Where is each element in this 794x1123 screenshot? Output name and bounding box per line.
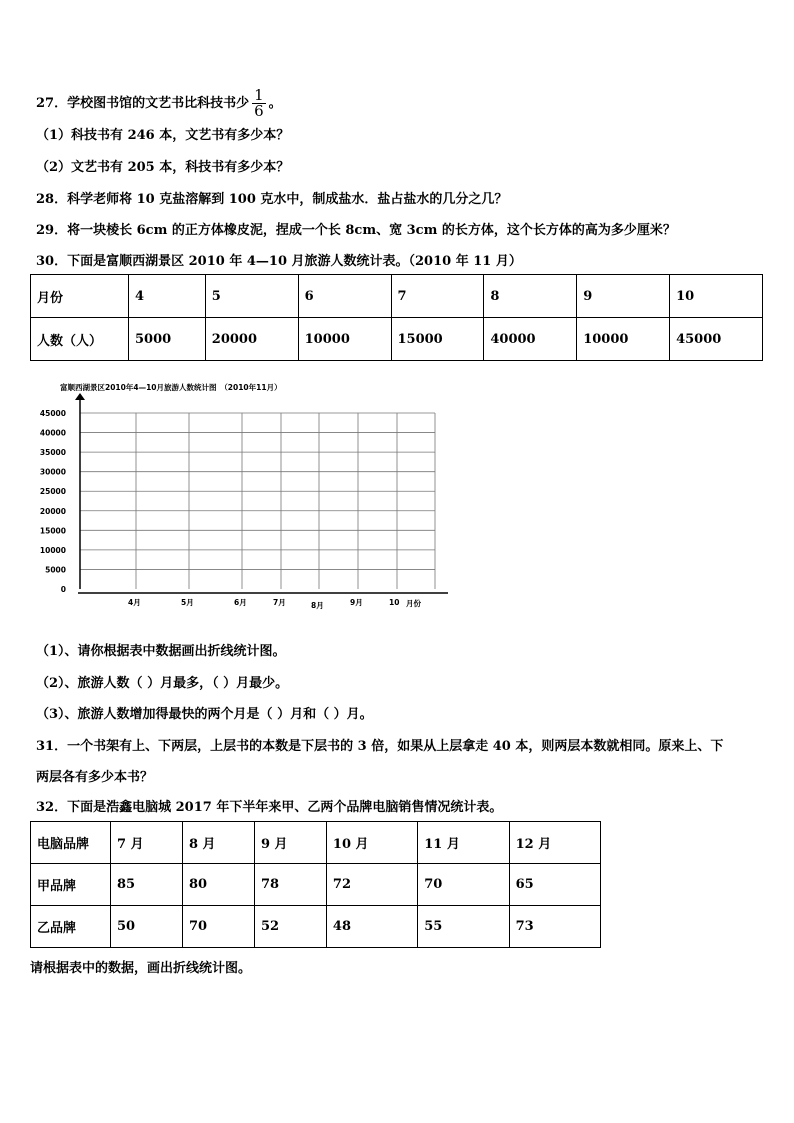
q30-sub2: （2）、旅游人数（ ）月最多，（ ）月最少。 bbox=[36, 676, 289, 691]
chart-title: 富顺西湖景区2010年4—10月旅游人数统计图 （2010年11月） bbox=[60, 383, 282, 392]
x-tick-label: 6月 bbox=[234, 598, 247, 607]
table-cell: 11 月 bbox=[418, 822, 509, 864]
y-tick-labels bbox=[40, 409, 66, 594]
q27-sub1: （1）科技书有 246 本，文艺书有多少本？ bbox=[36, 128, 290, 143]
fraction-denominator: 6 bbox=[254, 102, 264, 120]
table-cell: 73 bbox=[509, 906, 600, 948]
x-tick-label: 10 bbox=[389, 598, 400, 607]
table-cell: 8 月 bbox=[182, 822, 254, 864]
table-row bbox=[31, 318, 763, 361]
table-cell: 52 bbox=[254, 906, 326, 948]
question-28: 28．科学老师将 10 克盐溶解到 100 克水中，制成盐水．盐占盐水的几分之几？ bbox=[36, 192, 508, 207]
x-tick-label: 8月 bbox=[311, 601, 324, 610]
q30-sub1: （1）、请你根据表中数据画出折线统计图。 bbox=[36, 644, 286, 659]
table-cell: 8 bbox=[484, 275, 577, 318]
y-tick-label: 25000 bbox=[39, 487, 66, 497]
q32-note: 请根据表中的数据，画出折线统计图。 bbox=[30, 961, 252, 976]
q27-text: 27．学校图书馆的文艺书比科技书少 bbox=[36, 96, 250, 111]
table-cell: 乙品牌 bbox=[31, 906, 111, 948]
y-tick-label: 5000 bbox=[45, 565, 66, 575]
table-cell: 甲品牌 bbox=[31, 864, 111, 906]
blank-line-chart-grid bbox=[30, 375, 450, 615]
table-cell: 9 月 bbox=[254, 822, 326, 864]
table-row bbox=[31, 864, 601, 906]
table-cell: 6 bbox=[298, 275, 391, 318]
table-cell: 50 bbox=[111, 906, 183, 948]
table-cell: 40000 bbox=[484, 318, 577, 361]
table-cell: 10000 bbox=[298, 318, 391, 361]
table-cell: 7 bbox=[391, 275, 484, 318]
y-tick-label: 30000 bbox=[39, 467, 66, 477]
computer-sales-table bbox=[30, 821, 601, 948]
q30-sub3: （3）、旅游人数增加得最快的两个月是（ ）月和（ ）月。 bbox=[36, 707, 373, 722]
y-tick-label: 15000 bbox=[39, 526, 66, 536]
table-cell: 10 bbox=[670, 275, 763, 318]
table-cell: 9 bbox=[577, 275, 670, 318]
question-29: 29．将一块棱长 6cm 的正方体橡皮泥，捏成一个长 8cm、宽 3cm 的长方体，这个长方体的高为多少厘米？ bbox=[36, 223, 676, 238]
table-cell: 电脑品牌 bbox=[31, 822, 111, 864]
table-cell: 4 bbox=[129, 275, 206, 318]
table-cell: 65 bbox=[509, 864, 600, 906]
q27-end: 。 bbox=[268, 96, 282, 111]
table-cell: 80 bbox=[182, 864, 254, 906]
fraction-numerator: 1 bbox=[254, 86, 264, 104]
table-cell: 20000 bbox=[205, 318, 298, 361]
table-cell: 45000 bbox=[670, 318, 763, 361]
question-27 bbox=[36, 88, 282, 119]
y-tick-label: 45000 bbox=[39, 409, 66, 418]
y-tick-label: 0 bbox=[60, 585, 66, 594]
y-tick-label: 40000 bbox=[39, 428, 66, 438]
table-row bbox=[31, 275, 763, 318]
chart-grid bbox=[75, 393, 448, 593]
table-cell: 70 bbox=[182, 906, 254, 948]
table-cell: 48 bbox=[326, 906, 417, 948]
table-cell: 55 bbox=[418, 906, 509, 948]
table-cell: 7 月 bbox=[111, 822, 183, 864]
table-cell: 5 bbox=[205, 275, 298, 318]
x-axis-label: 月份 bbox=[406, 599, 421, 608]
table-cell: 12 月 bbox=[509, 822, 600, 864]
x-tick-label: 4月 bbox=[128, 598, 141, 607]
q27-sub2: （2）文艺书有 205 本，科技书有多少本？ bbox=[36, 160, 290, 175]
table-cell: 72 bbox=[326, 864, 417, 906]
question-31-cont: 两层各有多少本书？ bbox=[36, 770, 154, 785]
table-cell: 5000 bbox=[129, 318, 206, 361]
question-32: 32．下面是浩鑫电脑城 2017 年下半年来甲、乙两个品牌电脑销售情况统计表。 bbox=[36, 800, 503, 815]
y-tick-label: 35000 bbox=[39, 448, 66, 458]
fraction bbox=[252, 88, 266, 119]
table-row bbox=[31, 822, 601, 864]
x-tick-label: 9月 bbox=[350, 598, 363, 607]
table-cell: 10000 bbox=[577, 318, 670, 361]
x-tick-label: 7月 bbox=[273, 598, 286, 607]
x-tick-label: 5月 bbox=[181, 598, 194, 607]
table-cell: 70 bbox=[418, 864, 509, 906]
table-cell: 15000 bbox=[391, 318, 484, 361]
question-30: 30．下面是富顺西湖景区 2010 年 4—10 月旅游人数统计表。（2010 年 11 月） bbox=[36, 254, 522, 269]
table-cell: 人数（人） bbox=[31, 318, 129, 361]
x-tick-labels bbox=[128, 598, 399, 610]
table-cell: 78 bbox=[254, 864, 326, 906]
table-cell: 月份 bbox=[31, 275, 129, 318]
tourism-table bbox=[30, 274, 763, 361]
y-axis-arrow bbox=[75, 393, 85, 400]
question-31: 31．一个书架有上、下两层，上层书的本数是下层书的 3 倍，如果从上层拿走 40 本，则两层本数就相同。原来上、下 bbox=[36, 739, 724, 754]
table-cell: 10 月 bbox=[326, 822, 417, 864]
y-tick-label: 10000 bbox=[39, 545, 66, 555]
y-tick-label: 20000 bbox=[39, 506, 66, 516]
table-row bbox=[31, 906, 601, 948]
table-cell: 85 bbox=[111, 864, 183, 906]
